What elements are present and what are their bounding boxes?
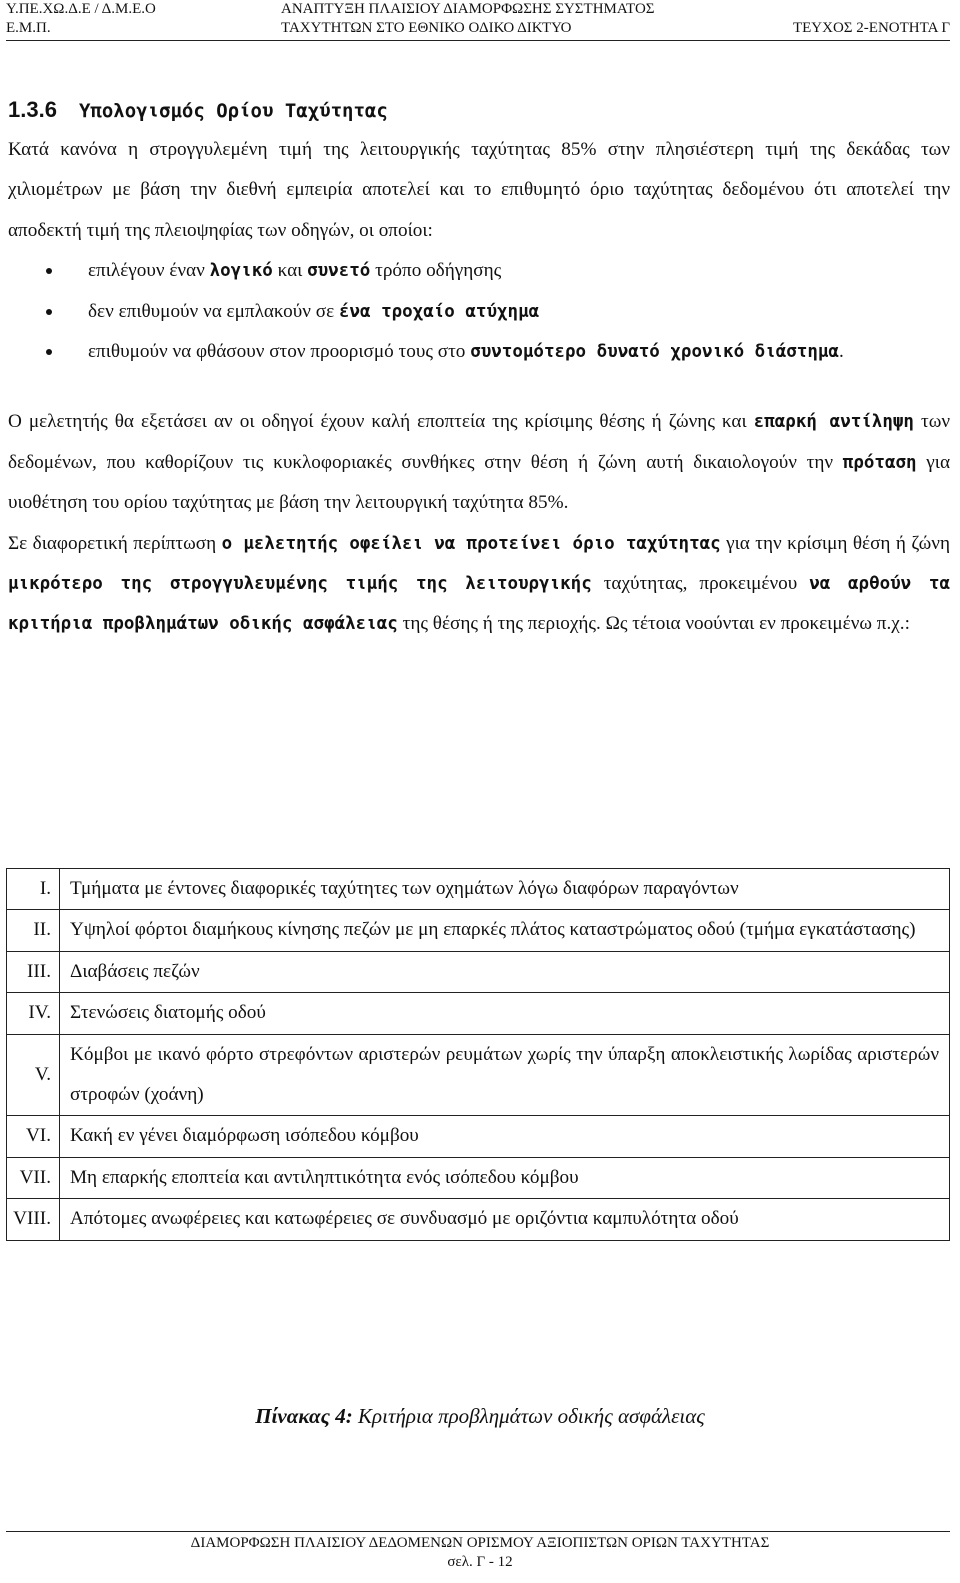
row-number: VI. — [7, 1116, 60, 1157]
caption-text: Κριτήρια προβλημάτων οδικής ασφάλειας — [352, 1404, 705, 1428]
header-center — [281, 0, 655, 38]
row-number: I. — [7, 869, 60, 910]
footer-title: ΔΙΑΜΟΡΦΩΣΗ ΠΛΑΙΣΙΟΥ ΔΕΔΟΜΕΝΩΝ ΟΡΙΣΜΟΥ ΑΞΙΟΠΙΣΤΩΝ ΟΡΙΩΝ ΤΑΧΥΤΗΤΑΣ — [190, 1535, 770, 1551]
list-item: επιλέγουν έναν λογικό και συνετό τρόπο οδήγησης — [8, 251, 950, 291]
road-safety-criteria-table — [6, 868, 950, 1241]
section-number: 1.3.6 — [8, 97, 57, 122]
table-row — [7, 993, 950, 1034]
drivers-criteria-list — [8, 251, 950, 372]
page-header — [6, 0, 950, 40]
table-row — [7, 1157, 950, 1198]
row-text: Υψηλοί φόρτοι διαμήκους κίνησης πεζών με μη επαρκές πλάτος καταστρώματος οδού (τμήμα εγκατάστασης) — [60, 910, 950, 951]
row-number: II. — [7, 910, 60, 951]
header-project-line2: ΤΑΧΥΤΗΤΩΝ ΣΤΟ ΕΘΝΙΚΟ ΟΔΙΚΟ ΔΙΚΤΥΟ — [281, 20, 572, 36]
header-volume: ΤΕΥΧΟΣ 2-ΕΝΟΤΗΤΑ Γ — [792, 20, 950, 36]
page-number: σελ. Γ - 12 — [447, 1554, 513, 1570]
bullet-icon — [46, 268, 52, 274]
header-ministry: Υ.ΠΕ.ΧΩ.Δ.Ε / Δ.Μ.Ε.Ο — [6, 1, 156, 17]
intro-paragraph: Κατά κανόνα η στρογγυλεμένη τιμή της λειτουργικής ταχύτητας 85% στην πλησιέστερη τιμή της δεκάδας των χιλιομέτρων με βάση την διεθνή εμπειρία αποτελεί και το επιθυμητό όριο ταχύτητας δεδομένου ότι αποτελεί την αποδεκτή τιμή της πλειοψηφίας των οδηγών, οι οποίοι: — [8, 139, 950, 241]
row-number: VIII. — [7, 1199, 60, 1240]
header-project-line1: ΑΝΑΠΤΥΞΗ ΠΛΑΙΣΙΟΥ ΔΙΑΜΟΡΦΩΣΗΣ ΣΥΣΤΗΜΑΤΟΣ — [281, 1, 655, 17]
header-left — [6, 0, 156, 38]
row-number: III. — [7, 951, 60, 992]
table-row — [7, 1199, 950, 1240]
row-text: Στενώσεις διατομής οδού — [60, 993, 950, 1034]
section-title: Υπολογισμός Ορίου Ταχύτητας — [78, 100, 388, 122]
table-row — [7, 869, 950, 910]
row-text: Κόμβοι με ικανό φόρτο στρεφόντων αριστερών ρευμάτων χωρίς την ύπαρξη αποκλειστικής λωρίδας αριστερών στροφών (χοάνη) — [60, 1034, 950, 1116]
row-text: Μη επαρκής εποπτεία και αντιληπτικότητα ενός ισόπεδου κόμβου — [60, 1157, 950, 1198]
caption-label: Πίνακας 4: — [255, 1404, 353, 1428]
table-row — [7, 951, 950, 992]
row-number: VII. — [7, 1157, 60, 1198]
row-text: Απότομες ανωφέρειες και κατωφέρειες σε συνδυασμό με οριζόντια καμπυλότητα οδού — [60, 1199, 950, 1240]
row-text: Τμήματα με έντονες διαφορικές ταχύτητες των οχημάτων λόγω διαφόρων παραγόντων — [60, 869, 950, 910]
row-text: Διαβάσεις πεζών — [60, 951, 950, 992]
header-right — [793, 0, 950, 38]
list-item: δεν επιθυμούν να εμπλακούν σε ένα τροχαίο ατύχημα — [8, 292, 950, 332]
row-number: IV. — [7, 993, 60, 1034]
alternative-case-paragraph: Σε διαφορετική περίπτωση ο μελετητής οφείλει να προτείνει όριο ταχύτητας για την κρίσιμη θέση ή ζώνη μικρότερο της στρογγυλευμένης τιμής της λειτουργικής ταχύτητας, προκειμένου να αρθούν τα κριτήρια προβλημάτων οδικής ασφάλειας της θέσης ή της περιοχής. Ως τέτοια νοούνται εν προκειμένω π.χ.: — [8, 532, 950, 635]
row-number: V. — [7, 1034, 60, 1116]
list-item: επιθυμούν να φθάσουν στον προορισμό τους στο συντομότερο δυνατό χρονικό διάστημα. — [8, 332, 950, 372]
row-text: Κακή εν γένει διαμόρφωση ισόπεδου κόμβου — [60, 1116, 950, 1157]
bullet-icon — [46, 349, 52, 355]
document-body — [8, 90, 950, 645]
table-row — [7, 1034, 950, 1116]
page-footer — [0, 1534, 960, 1572]
bullet-icon — [46, 309, 52, 315]
footer-divider — [6, 1531, 950, 1532]
table-row — [7, 1116, 950, 1157]
engineer-assessment-paragraph: Ο μελετητής θα εξετάσει αν οι οδηγοί έχουν καλή εποπτεία της κρίσιμης θέσης ή ζώνης και επαρκή αντίληψη των δεδομένων, που καθορίζουν τις κυκλοφοριακές συνθήκες στην θέση ή ζώνη αυτή δικαιολογούν την πρόταση για υιοθέτηση του ορίου ταχύτητας με βάση την λειτουργική ταχύτητα 85%. — [8, 411, 951, 514]
header-divider — [6, 40, 950, 41]
table-caption — [0, 1398, 960, 1434]
section-heading — [8, 90, 950, 130]
header-university: Ε.Μ.Π. — [6, 20, 51, 36]
table-row — [7, 910, 950, 951]
